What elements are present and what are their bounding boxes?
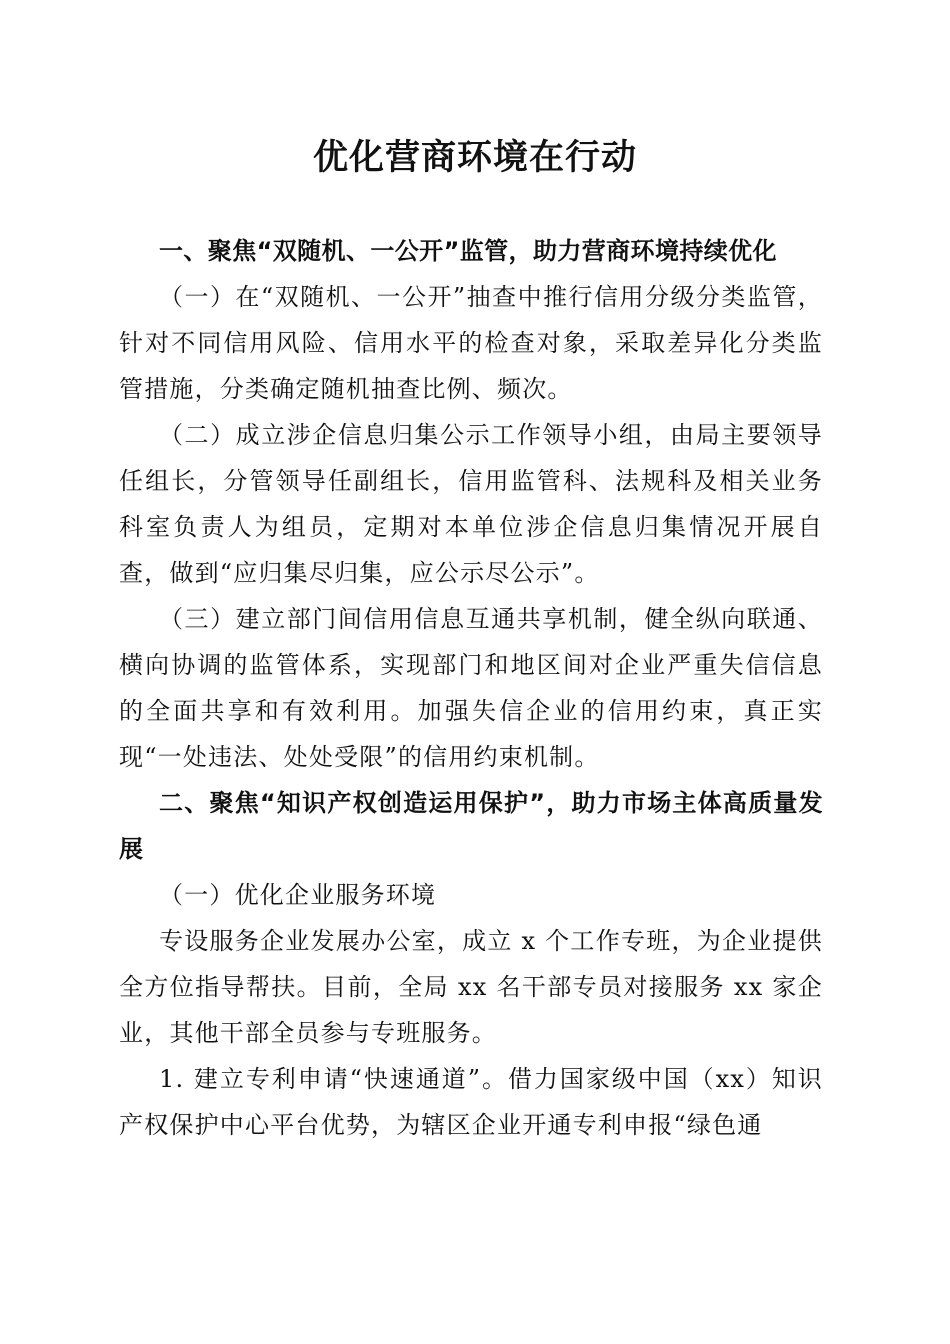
section-heading-2: 二、聚焦“知识产权创造运用保护”，助力市场主体高质量发展 xyxy=(119,789,823,863)
paragraph-1-1: （一）在“双随机、一公开”抽查中推行信用分级分类监管，针对不同信用风险、信用水平的检查对象，采取差异化分类监管措施，分类确定随机抽查比例、频次。 xyxy=(119,283,823,403)
paragraph-2-1: 专设服务企业发展办公室，成立 x 个工作专班，为企业提供全方位指导帮扶。目前，全局 xx 名干部专员对接服务 xx 家企业，其他干部全员参与专班服务。 xyxy=(119,927,823,1047)
section-heading-1: 一、聚焦“双随机、一公开”监管，助力营商环境持续优化 xyxy=(159,237,777,265)
document-title: 优化营商环境在行动 xyxy=(312,138,637,178)
paragraph-1-2: （二）成立涉企信息归集公示工作领导小组，由局主要领导任组长，分管领导任副组长，信用监管科、法规科及相关业务科室负责人为组员，定期对本单位涉企信息归集情况开展自查，做到“应归集尽归集，应公示尽公示”。 xyxy=(119,421,823,587)
paragraph-2-2: 1. 建立专利申请“快速通道”。借力国家级中国（xx）知识产权保护中心平台优势，为辖区企业开通专利申报“绿色通 xyxy=(119,1065,823,1139)
subheading-2-1: （一）优化企业服务环境 xyxy=(159,881,437,909)
paragraph-1-3: （三）建立部门间信用信息互通共享机制，健全纵向联通、横向协调的监管体系，实现部门和地区间对企业严重失信信息的全面共享和有效利用。加强失信企业的信用约束，真正实现“一处违法、处处受限”的信用约束机制。 xyxy=(119,605,823,771)
document-body xyxy=(119,228,823,1148)
